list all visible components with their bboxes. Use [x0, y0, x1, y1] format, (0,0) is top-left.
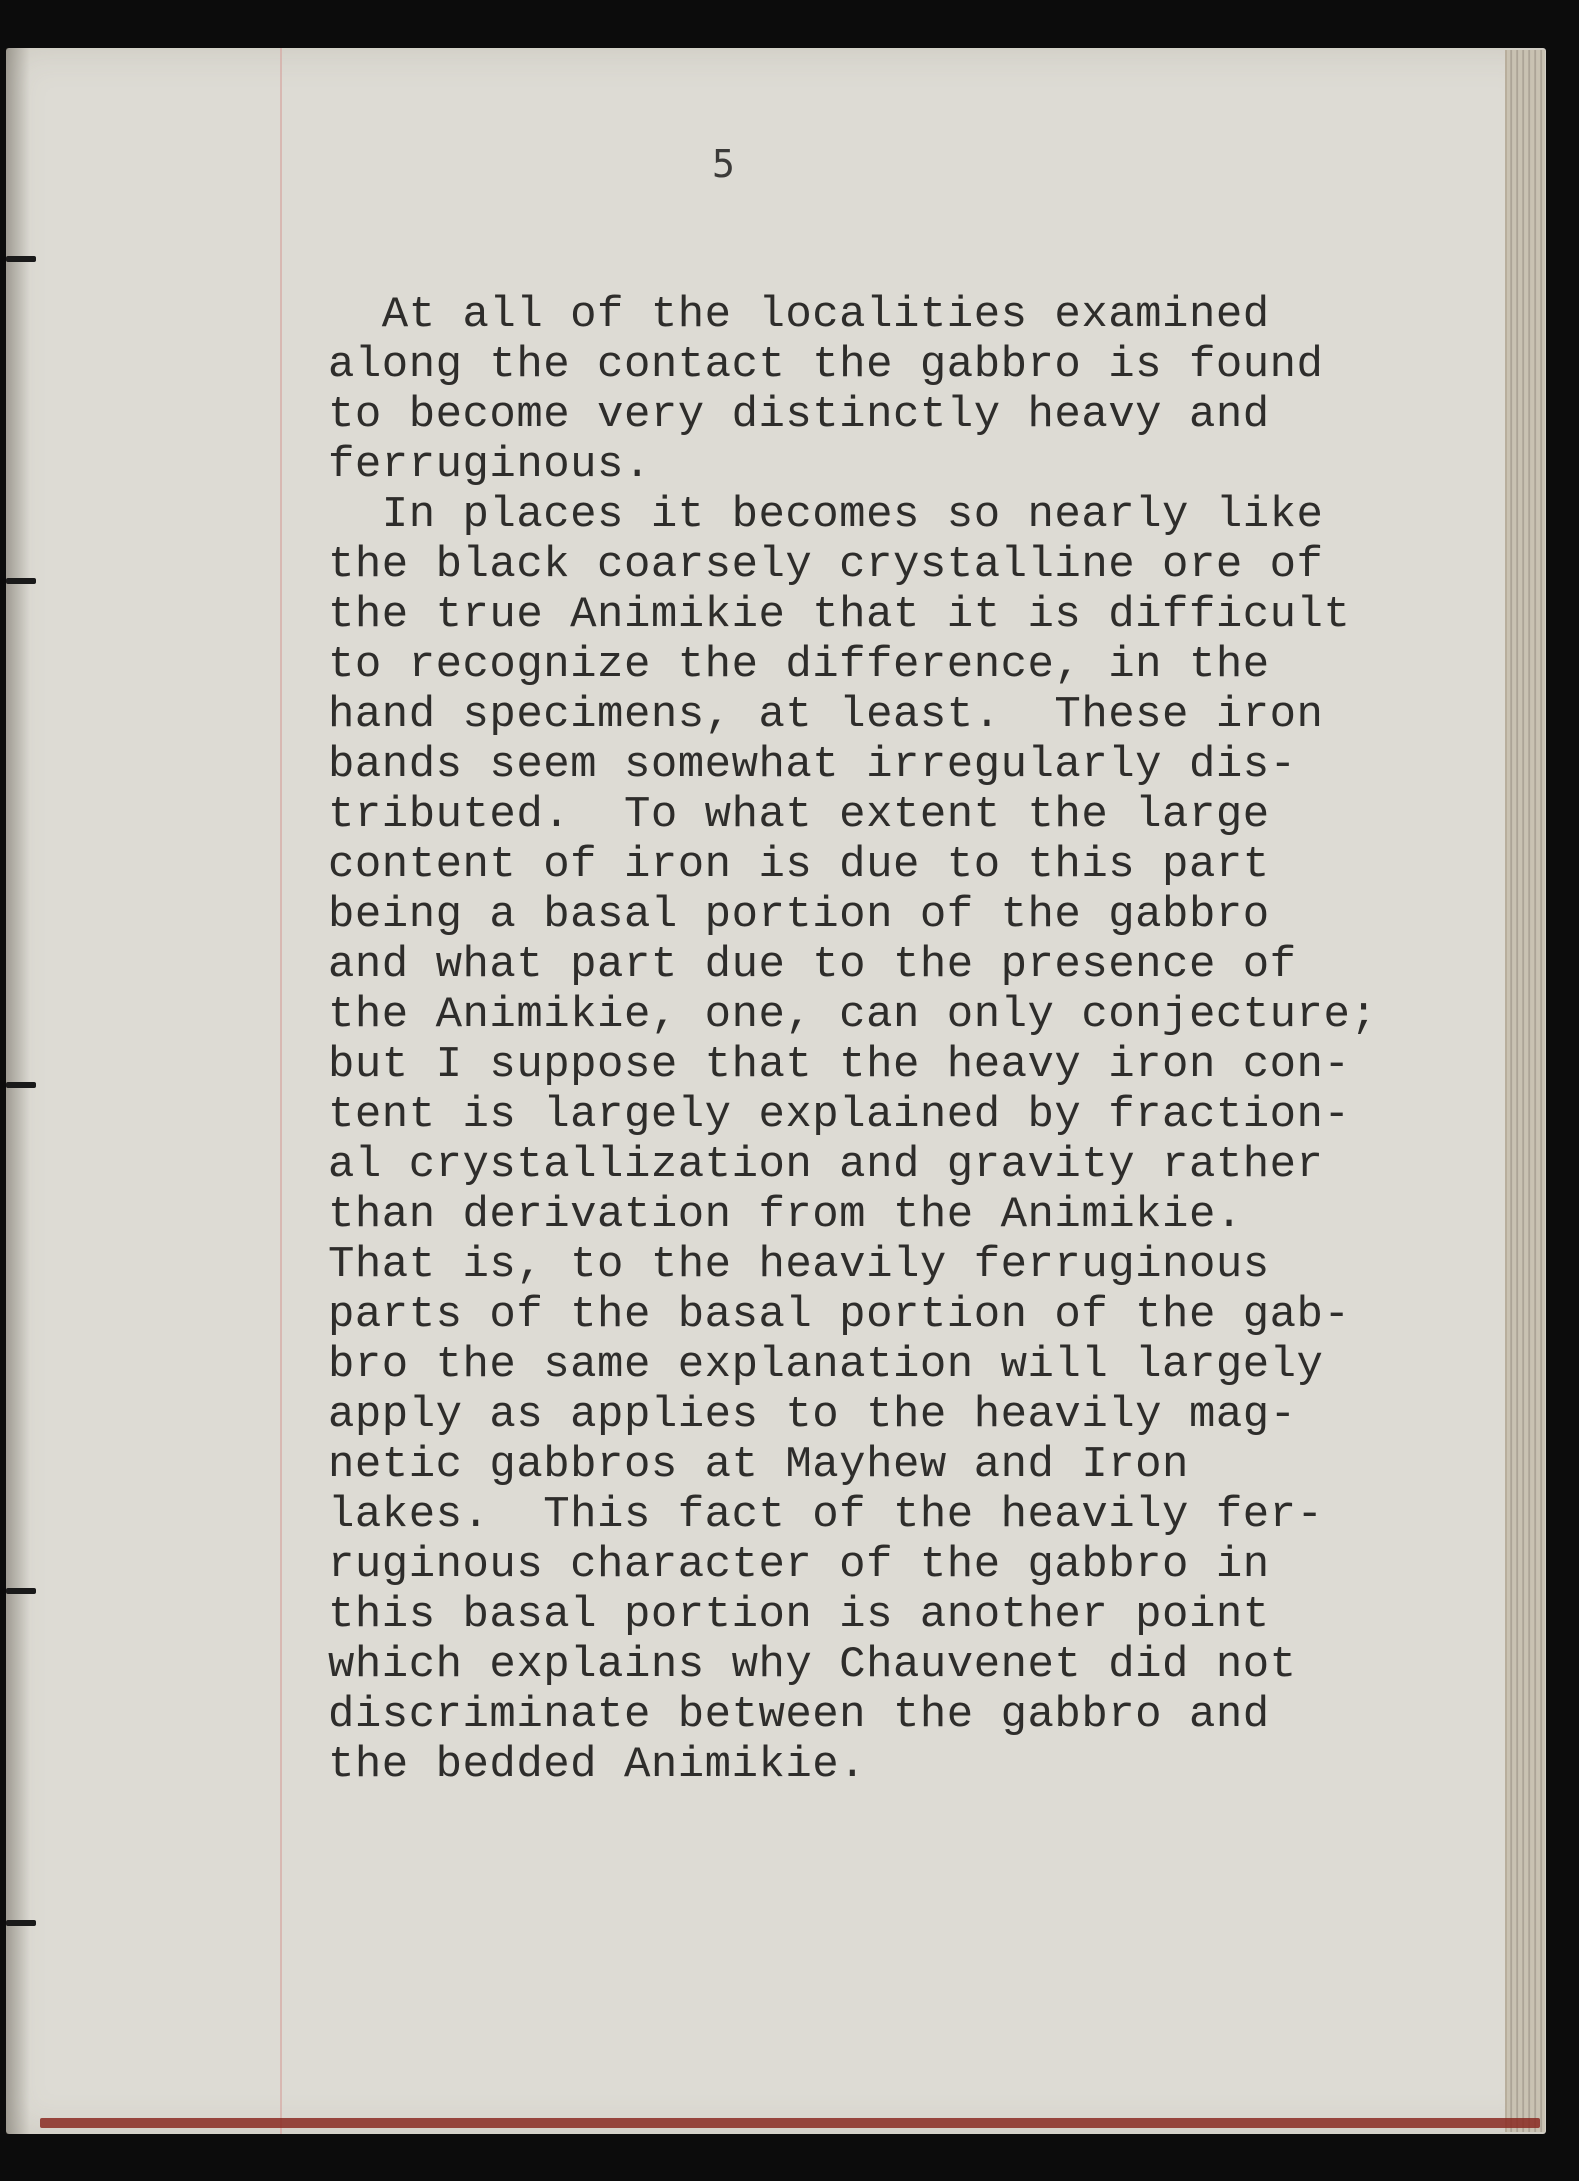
text-line: apply as applies to the heavily mag-: [328, 1390, 1297, 1440]
binding-ring-mark: [6, 578, 36, 584]
text-line: tent is largely explained by fraction-: [328, 1090, 1351, 1140]
text-line: than derivation from the Animikie.: [328, 1190, 1243, 1240]
text-line: but I suppose that the heavy iron con-: [328, 1040, 1351, 1090]
text-line: netic gabbros at Mayhew and Iron: [328, 1440, 1189, 1490]
text-line: tributed. To what extent the large: [328, 790, 1270, 840]
text-line: hand specimens, at least. These iron: [328, 690, 1324, 740]
text-line: ferruginous.: [328, 440, 651, 490]
text-line: the Animikie, one, can only conjecture;: [328, 990, 1378, 1040]
text-line: to become very distinctly heavy and: [328, 390, 1270, 440]
margin-rule: [280, 48, 282, 2134]
text-line: being a basal portion of the gabbro: [328, 890, 1270, 940]
text-line: That is, to the heavily ferruginous: [328, 1240, 1270, 1290]
binding-ring-mark: [6, 256, 36, 262]
text-line: discriminate between the gabbro and: [328, 1690, 1270, 1740]
text-line: the true Animikie that it is difficult: [328, 590, 1351, 640]
text-line: ruginous character of the gabbro in: [328, 1540, 1270, 1590]
text-line: In places it becomes so nearly like: [328, 490, 1324, 540]
text-line: and what part due to the presence of: [328, 940, 1297, 990]
text-line: al crystallization and gravity rather: [328, 1140, 1324, 1190]
binding-ring-mark: [6, 1082, 36, 1088]
text-line: the bedded Animikie.: [328, 1740, 867, 1790]
page-number: 5: [712, 142, 735, 186]
text-line: this basal portion is another point: [328, 1590, 1270, 1640]
text-line: At all of the localities examined: [328, 290, 1270, 340]
text-line: content of iron is due to this part: [328, 840, 1270, 890]
text-line: parts of the basal portion of the gab-: [328, 1290, 1351, 1340]
text-line: bands seem somewhat irregularly dis-: [328, 740, 1297, 790]
binding-ring-mark: [6, 1588, 36, 1594]
binding-ring-mark: [6, 1920, 36, 1926]
text-line: bro the same explanation will largely: [328, 1340, 1324, 1390]
cover-edge: [40, 2118, 1540, 2128]
text-line: to recognize the difference, in the: [328, 640, 1270, 690]
text-line: which explains why Chauvenet did not: [328, 1640, 1297, 1690]
typed-body-text: [328, 290, 1518, 1810]
text-line: lakes. This fact of the heavily fer-: [328, 1490, 1324, 1540]
text-line: along the contact the gabbro is found: [328, 340, 1324, 390]
spine-shadow: [6, 48, 30, 2134]
text-line: the black coarsely crystalline ore of: [328, 540, 1324, 590]
